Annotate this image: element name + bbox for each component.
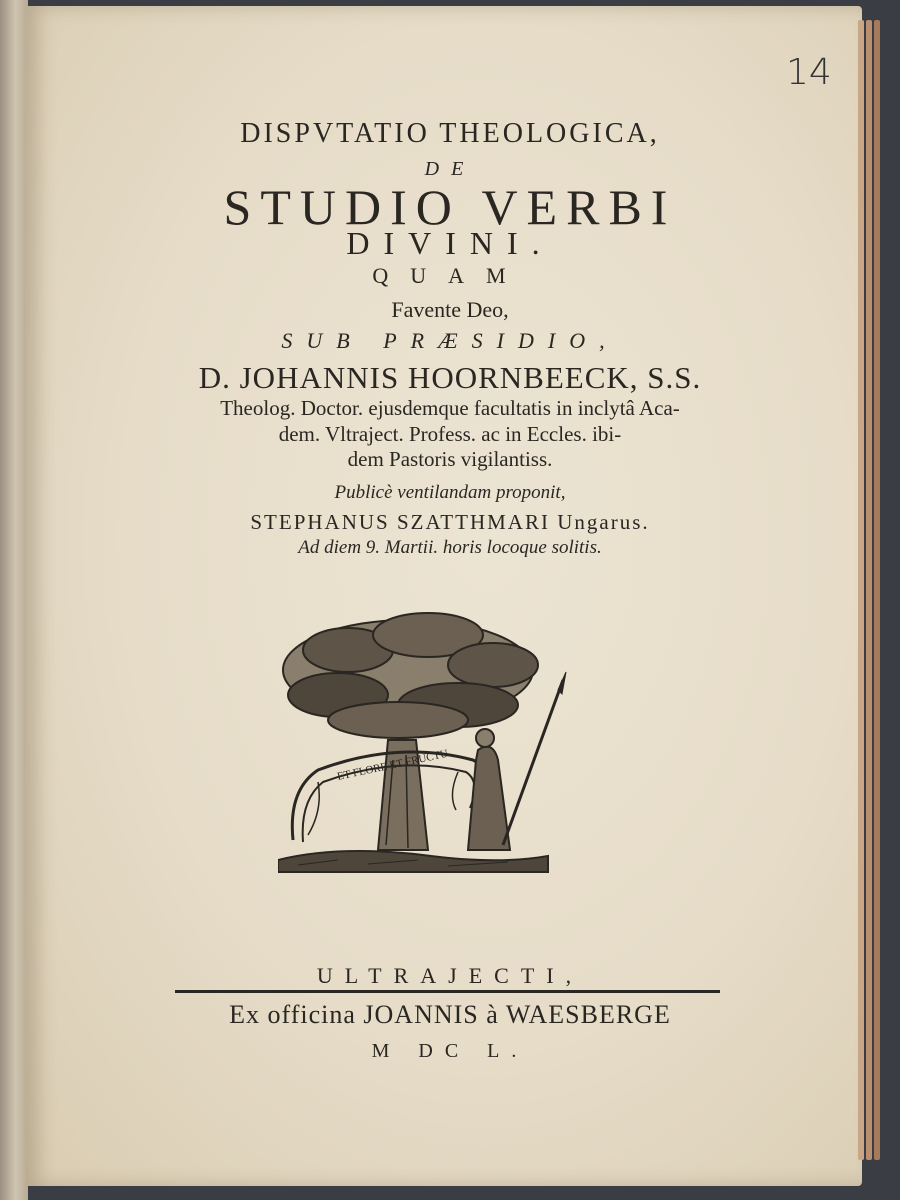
- printers-device-woodcut: [278, 610, 568, 880]
- title-line-7: SUB PRÆSIDIO,: [281, 328, 619, 353]
- respondent-name: STEPHANUS SZATTHMARI Ungarus.: [250, 510, 650, 534]
- date-line: Ad diem 9. Martii. horis locoque solitis.: [298, 537, 602, 558]
- imprint-rule: [175, 990, 720, 993]
- title-line-5: QUAM: [372, 263, 528, 288]
- imprint-city: ULTRAJECTI,: [316, 963, 584, 988]
- praeses-name: D. JOHANNIS HOORNBEECK, S.S.: [198, 360, 702, 395]
- title-line-6: Favente Deo,: [391, 297, 509, 322]
- praeses-title-2: dem. Vltraject. Profess. ac in Eccles. ibi-: [278, 422, 622, 446]
- title-line-4: DIVINI.: [346, 225, 554, 261]
- title-line-3: STUDIO VERBI: [223, 179, 677, 235]
- imprint-printer: Ex officina JOANNIS à WAESBERGE: [229, 1000, 671, 1029]
- praeses-title-3: dem Pastoris vigilantiss.: [347, 447, 553, 471]
- folio-number: 14: [786, 52, 832, 93]
- emblem-motto: ET FLORE ET FRUCTU: [336, 747, 450, 783]
- title-line-1: DISPVTATIO THEOLOGICA,: [240, 118, 660, 149]
- praeses-title-1: Theolog. Doctor. ejusdemque facultatis in inclytâ Aca-: [220, 396, 680, 420]
- proposition-line: Publicè ventilandam proponit,: [334, 482, 566, 503]
- imprint-year: M DC L.: [371, 1040, 529, 1062]
- title-line-2: DE: [424, 158, 476, 180]
